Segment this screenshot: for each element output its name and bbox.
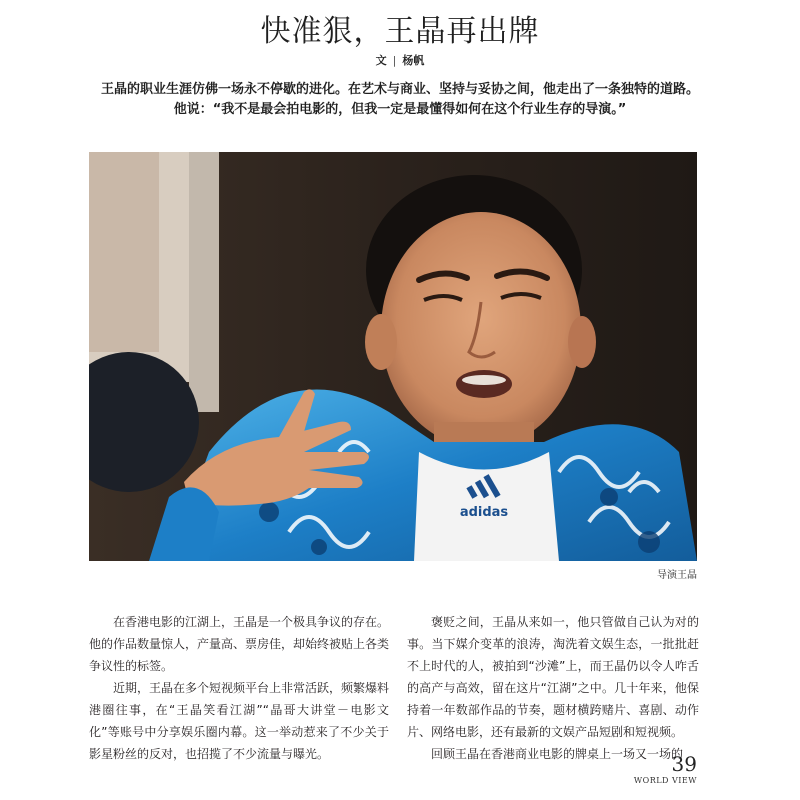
body-paragraph: 近期，王晶在多个短视频平台上非常活跃，频繁爆料港圈往事，在“王晶笑看江湖”“晶哥大讲堂－电影文化”等账号中分享娱乐圈内幕。这一举动惹来了不少关于影星粉丝的反对，也招揽了不少流量与曝光。 <box>89 681 390 761</box>
body-paragraph: 褒贬之间，王晶从来如一，他只管做自己认为对的事。当下媒介变革的浪涛，淘洗着文娱生态，一批批赶不上时代的人，被拍到“沙滩”上，而王晶仍以令人咋舌的高产与高效，留在这片“江湖”之中。几十年来，他保持着一年数部作品的节奏，题材横跨赌片、喜剧、动作片、网络电影，还有最新的文娱产品短剧和短视频。 <box>407 615 699 739</box>
photo-caption: 导演王晶 <box>657 570 697 581</box>
page-number: 39 <box>671 752 697 776</box>
body-paragraph: 回顾王晶在香港商业电影的牌桌上一场又一场的 <box>431 747 684 761</box>
body-column-right <box>407 611 699 765</box>
article-title: 快准狠，王晶再出牌 <box>260 14 540 49</box>
author-name: 杨帆 <box>402 54 425 67</box>
byline-separator: | <box>392 54 397 67</box>
magazine-name: WORLD VIEW <box>633 776 697 785</box>
body-column-left <box>89 611 389 765</box>
lede <box>0 80 800 120</box>
lede-line-1: 王晶的职业生涯仿佛一场永不停歇的进化。在艺术与商业、坚持与妥协之间，他走出了一条独特的道路。 <box>100 82 699 97</box>
portrait-photo <box>89 152 697 561</box>
page-folio <box>634 754 697 785</box>
byline <box>0 52 800 68</box>
shirt-brand-text: adidas <box>459 505 509 520</box>
body-paragraph: 在香港电影的江湖上，王晶是一个极具争议的存在。他的作品数量惊人，产量高、票房佳，却始终被贴上各类争议性的标签。 <box>89 615 390 673</box>
lede-line-2: 他说：“我不是最会拍电影的，但我一定是最懂得如何在这个行业生存的导演。” <box>173 102 627 117</box>
byline-prefix: 文 <box>375 54 387 67</box>
